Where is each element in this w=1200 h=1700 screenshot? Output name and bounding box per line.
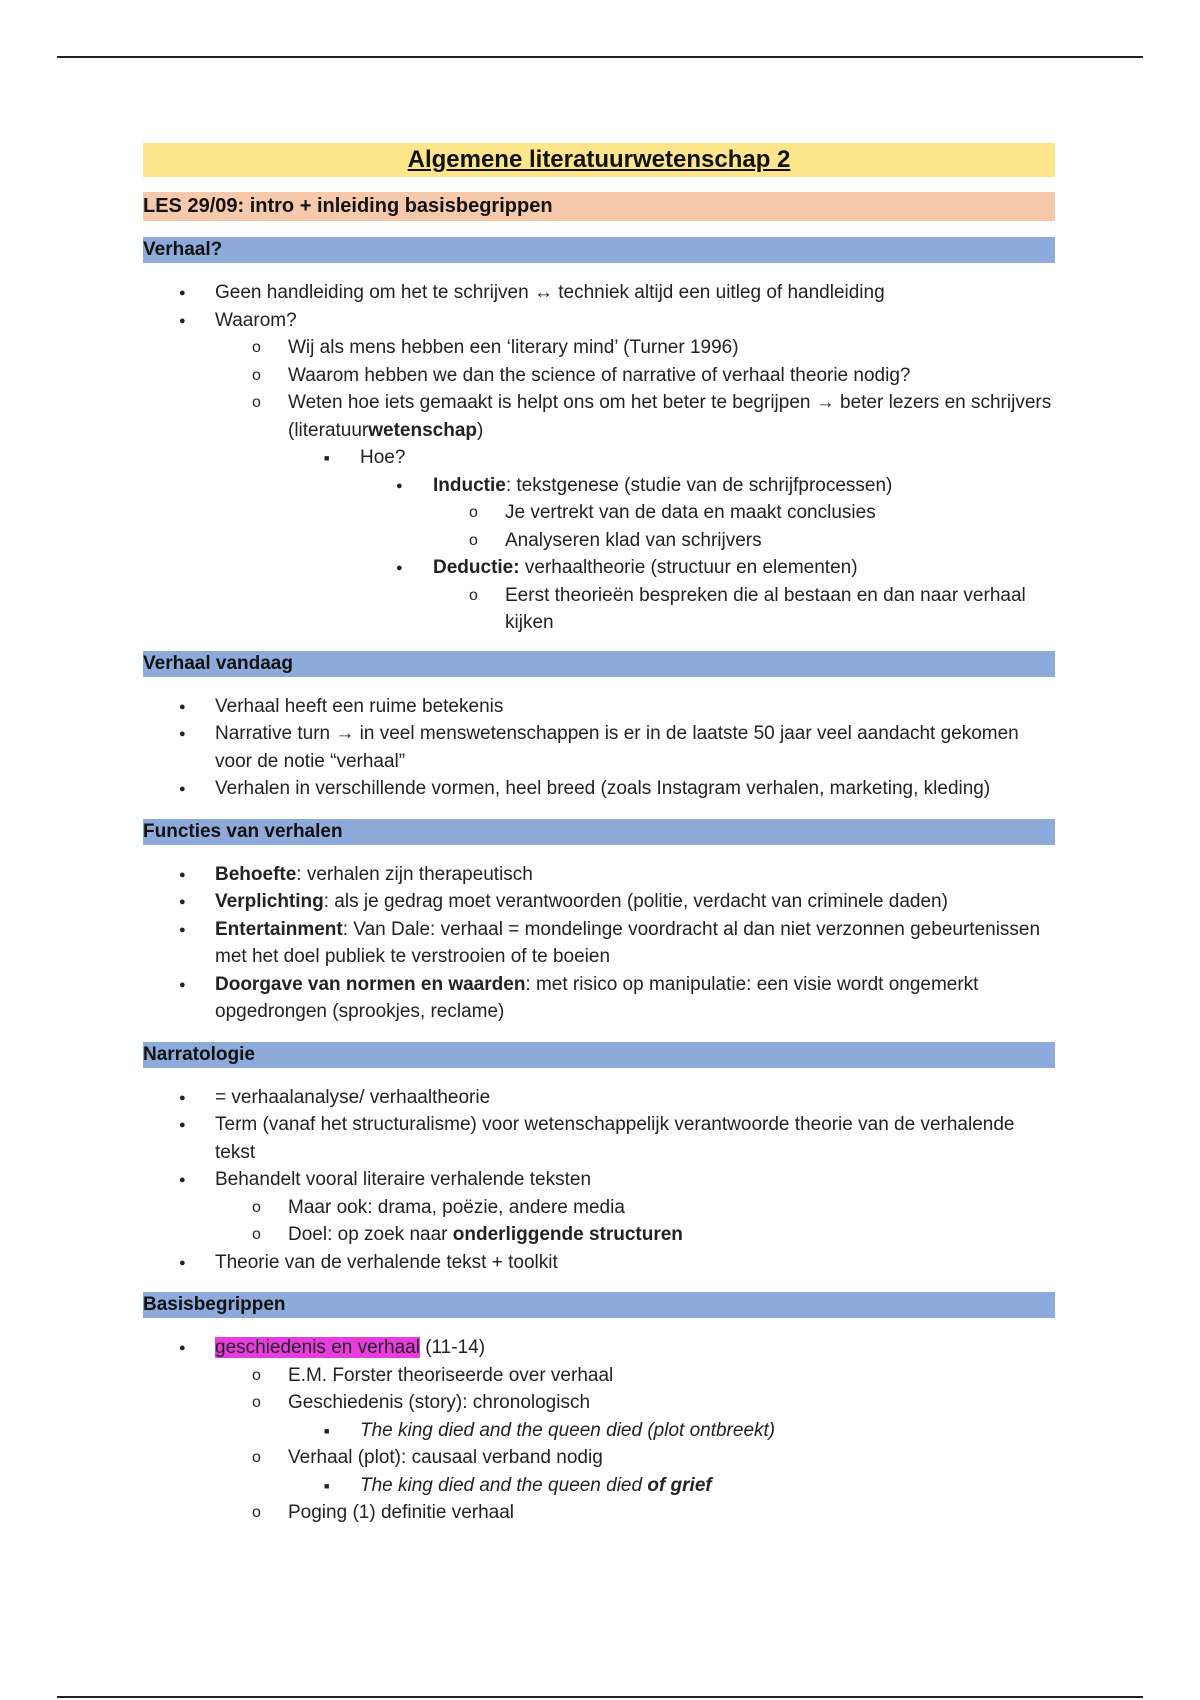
bold-text: Deductie: — [433, 557, 520, 578]
list-item — [143, 888, 1055, 916]
list-item: ● = verhaalanalyse/ verhaaltheorie — [143, 1084, 1055, 1112]
section-heading-basisbegrippen: Basisbegrippen — [143, 1292, 1055, 1318]
list-item — [143, 554, 1055, 582]
list-item: ● Narrative turn → in veel menswetenschappen is er in de laatste 50 jaar veel aandacht gekomen voor de notie “verhaal” — [143, 720, 1055, 775]
section-heading-verhaal: Verhaal? — [143, 237, 1055, 263]
list-item: ● Verhalen in verschillende vormen, heel breed (zoals Instagram verhalen, marketing, kleding) — [143, 775, 1055, 803]
list-item — [143, 916, 1055, 971]
list-item: ● Term (vanaf het structuralisme) voor wetenschappelijk verantwoorde theorie van de verhalende tekst — [143, 1111, 1055, 1166]
list-item: ● Verhaal heeft een ruime betekenis — [143, 693, 1055, 721]
bold-text: onderliggende structuren — [452, 1224, 683, 1245]
text: Weten hoe iets gemaakt is helpt ons om het beter te begrijpen → beter lezers en schrijvers (literatuur — [288, 392, 1052, 441]
text: : verhalen zijn therapeutisch — [296, 863, 533, 885]
list-item: ● Geen handleiding om het te schrijven ↔ techniek altijd een uitleg of handleiding — [143, 279, 1055, 307]
list-item — [143, 1221, 1055, 1249]
list-item: o Eerst theorieën bespreken die al bestaan en dan naar verhaal kijken — [143, 582, 1055, 637]
document-body — [143, 143, 1055, 1527]
list-item — [143, 861, 1055, 889]
bold-text: Behoefte — [215, 863, 297, 885]
list-item: ■ Hoe? — [143, 444, 1055, 472]
text: The king died and the queen died — [360, 1474, 648, 1496]
list-item: o Analyseren klad van schrijvers — [143, 527, 1055, 555]
list-item: o Waarom hebben we dan the science of narrative of verhaal theorie nodig? — [143, 362, 1055, 390]
section-list-verhaal — [143, 279, 1055, 637]
text: (11-14) — [419, 1337, 486, 1358]
bold-text: Inductie — [433, 474, 506, 496]
list-item — [143, 971, 1055, 1026]
text: : Van Dale: verhaal = mondelinge voordracht al dan niet verzonnen gebeurtenissen met het doel publiek te verstrooien of te boeien — [215, 918, 1041, 967]
bold-text: Verplichting — [215, 891, 324, 912]
bold-text: Doorgave van normen en waarden — [215, 973, 526, 995]
list-item: ■ The king died and the queen died (plot ontbreekt) — [143, 1417, 1055, 1445]
section-list-basisbegrippen — [143, 1334, 1055, 1527]
text: ) — [477, 419, 484, 441]
list-item — [143, 1334, 1055, 1362]
section-list-narratologie — [143, 1084, 1055, 1277]
bold-text: Entertainment — [215, 918, 343, 940]
bold-text: wetenschap — [368, 419, 478, 441]
highlighted-text: geschiedenis en verhaal — [215, 1337, 420, 1358]
section-list-functies — [143, 861, 1055, 1026]
list-item: ● Theorie van de verhalende tekst + toolkit — [143, 1249, 1055, 1277]
section-heading-verhaal-vandaag: Verhaal vandaag — [143, 651, 1055, 677]
list-item: o Geschiedenis (story): chronologisch — [143, 1389, 1055, 1417]
text: : als je gedrag moet verantwoorden (politie, verdacht van criminele daden) — [323, 891, 948, 912]
text: : met risico op manipulatie: een visie wordt ongemerkt opgedrongen (sprookjes, reclame) — [215, 973, 979, 1022]
bottom-rule — [57, 1696, 1143, 1698]
list-item: o E.M. Forster theoriseerde over verhaal — [143, 1362, 1055, 1390]
list-item — [143, 472, 1055, 500]
list-item: o Je vertrekt van de data en maakt conclusies — [143, 499, 1055, 527]
bold-text: of grief — [647, 1474, 712, 1496]
text: Doel: op zoek naar — [288, 1224, 453, 1245]
list-item: ● Waarom? — [143, 307, 1055, 335]
text: : tekstgenese (studie van de schrijfprocessen) — [505, 474, 893, 496]
list-item — [143, 1472, 1055, 1500]
list-item — [143, 389, 1055, 444]
document-title: Algemene literatuurwetenschap 2 — [143, 143, 1055, 177]
top-rule — [57, 56, 1143, 58]
list-item: ● Behandelt vooral literaire verhalende teksten — [143, 1166, 1055, 1194]
text: verhaaltheorie (structuur en elementen) — [519, 557, 858, 578]
section-heading-functies: Functies van verhalen — [143, 819, 1055, 845]
section-heading-narratologie: Narratologie — [143, 1042, 1055, 1068]
list-item: o Poging (1) definitie verhaal — [143, 1499, 1055, 1527]
section-list-verhaal-vandaag — [143, 693, 1055, 803]
list-item: o Verhaal (plot): causaal verband nodig — [143, 1444, 1055, 1472]
lesson-heading: LES 29/09: intro + inleiding basisbegrippen — [143, 192, 1055, 221]
list-item: o Maar ook: drama, poëzie, andere media — [143, 1194, 1055, 1222]
list-item: o Wij als mens hebben een ‘literary mind’ (Turner 1996) — [143, 334, 1055, 362]
